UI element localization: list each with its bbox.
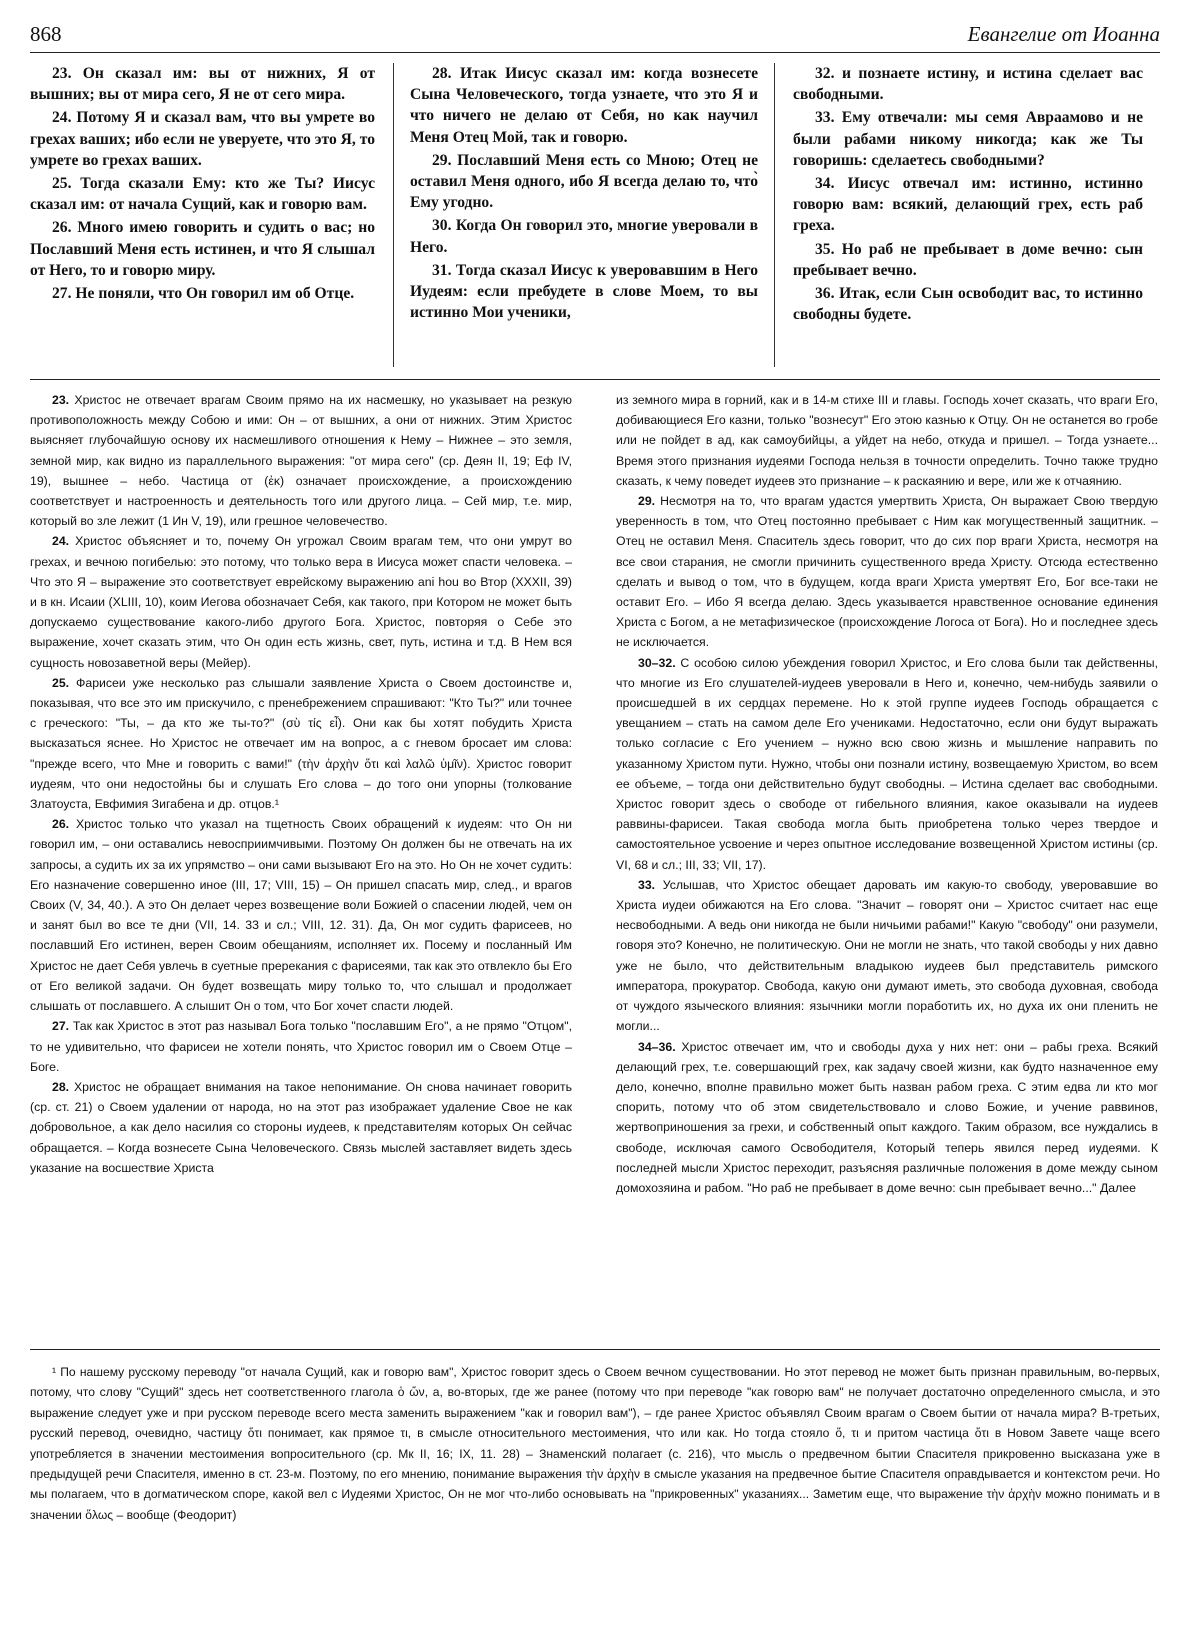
verse-ref: 28.: [52, 1079, 70, 1094]
footnote-divider: [30, 1349, 1160, 1350]
page-number: 868: [30, 22, 62, 46]
verse-ref: 25.: [52, 675, 70, 690]
scripture-block: [30, 63, 1160, 367]
verse-ref: 29.: [638, 494, 656, 509]
commentary-paragraph: [616, 390, 1158, 491]
verse-ref: 30–32.: [638, 655, 676, 670]
commentary-text: Христос объясняет и то, почему Он угрожал Своим врагам тем, что они умрут во грехах, и вечною погибелью: это потому, что только вера в Иисуса может спасти человека. – Что это Я – выражение это соответствует еврейскому выражению ani hou во Втор (XXXII, 39) и в кн. Исаии (XLIII, 10), коим Иегова обозначает Себя, как такого, при Котором не может быть допускаемо существование какого-либо другого Бога. Христос, повторяя о Себе это выражение, хочет сказать этим, что Он один есть жизнь, свет, путь, истина и т.д. В Нем вся сущность новозаветной веры (Мейер).: [30, 534, 572, 670]
commentary-column-right: [616, 390, 1158, 1335]
commentary-text: Христос не отвечает врагам Своим прямо на их насмешку, но указывает на резкую противоположность между Собою и ими: Он – от вышних, а они от нижних. Этим Христос выясняет глубочайшую основу их насмешливого отношения к Нему – Нижнее – это земля, земной мир, как видно из параллельного выражения: "от мира сего" (ср. Деян II, 19; Еф IV, 19), вышнее – небо. Частица от (ἐκ) означает происхождение, а происхождению соответствует и настроенность и деятельность того или другого лица. – Сей мир, т.е. мир, который во зле лежит (1 Ин V, 19), или грешное человечество.: [30, 393, 572, 529]
commentary-text: Фарисеи уже несколько раз слышали заявление Христа о Своем достоинстве и, показывая, что все это им прискучило, с пренебрежением спрашивают: "Кто Ты?" или точнее с греческого: "Ты, – да кто же ты-то?" (σὺ τίς εἶ). Они как бы хотят побудить Христа высказаться яснее. Но Христос не отвечает им на вопрос, а с гневом бросает им слова: "прежде всего, что Мне и говорить с вами!" (τὴν ἀρχὴν ὅτι καὶ λαλῶ ὑμῖν). Христос говорит иудеям, что они недостойны бы и слушать Его слова – до того они упорны (толкование Златоуста, Евфимия Зигабена и др. отцов.¹: [30, 675, 572, 812]
verse: 27. Не поняли, что Он говорил им об Отце.: [52, 285, 355, 303]
commentary-paragraph: [616, 875, 1158, 1037]
verse: 23. Он сказал им: вы от нижних, Я от вышних; вы от мира сего, Я не от сего мира.: [30, 65, 375, 104]
scripture-column-3: [775, 63, 1143, 367]
commentary-paragraph: [616, 1037, 1158, 1199]
verse-ref: 24.: [52, 534, 70, 549]
commentary-text: Христос не обращает внимания на такое непонимание. Он снова начинает говорить (ср. ст. 21) о Своем удалении от народа, но на этот раз изображает удаление Свое не как добровольное, а как дело насилия со стороны иудеев, к представителям которых Он сейчас обращается. – Когда вознесете Сына Человеческого. Связь мыслей заставляет видеть здесь указание на восшествие Христа: [30, 1079, 572, 1175]
commentary-paragraph: [30, 1016, 572, 1077]
footnote-text: ¹ По нашему русскому переводу "от начала Сущий, как и говорю вам", Христос говорит здесь о Своем вечном существовании. Но этот перевод не может быть признан правильным, во-первых, потому, что слову "Сущий" здесь нет соответственного глагола ὁ ὤν, а, во-вторых, где же ранее (потому что при переводе "как говорю вам" не получает достаточно определенного смысла, и это выражение следует уже и при русском переводе всего места заменить выражением "как и говорил вам"), – где ранее Христос объявлял Своим врагам о Своем бытии от начала мира? В-третьих, русский перевод, очевидно, частицу ὅτι понимает, как прямое τι, в смысле относительного местоимения, что или как. Но тогда стояло ὅ, τι и притом частица ὅτι в Новом Завете чаще всего употребляется в значении местоимения вопросительного (ср. Мк II, 16; IX, 11. 28) – Знаменский полагает (с. 216), что мысль о предвечном бытии Спасителя прикровенно высказана уже в предыдущей речи Спасителя, именно в ст. 23-м. Поэтому, по его мнению, понимание выражения τὴν ἀρχὴν в смысле указания на предвечное бытие Спасителя оправдывается и контекстом речи. Но мы полагаем, что в догматическом споре, какой вел с Иудеями Христос, Он не мог что-либо основывать на "прикровенных" указаниях... Заметим еще, что выражение τὴν ἀρχὴν можно понимать и в значении ὅλως – вообще (Феодорит): [30, 1365, 1160, 1522]
verse: 25. Тогда сказали Ему: кто же Ты? Иисус сказал им: от начала Сущий, как и говорю вам.: [30, 175, 375, 214]
verse: 26. Много имею говорить и судить о вас; но Пославший Меня есть истинен, и что Я слышал от Него, то и говорю миру.: [30, 219, 375, 279]
verse: 29. Пославший Меня есть со Мною; Отец не оставил Меня одного, ибо Я всегда делаю то, что̀ Ему угодно.: [410, 151, 758, 212]
verse-ref: 23.: [52, 393, 70, 407]
verse-ref: 34–36.: [638, 1039, 676, 1054]
verse: 34. Иисус отвечал им: истинно, истинно говорю вам: всякий, делающий грех, есть раб греха.: [793, 175, 1143, 235]
verse: 28. Итак Иисус сказал им: когда вознесете Сына Человеческого, тогда узнаете, что это Я и что ничего не делаю от Себя, но как научил Меня Отец Мой, так и говорю.: [410, 65, 758, 146]
page: [30, 18, 1160, 1618]
commentary-text: Услышав, что Христос обещает даровать им какую-то свободу, уверовавшие во Христа иудеи обижаются на Его слова. "Значит – говорят они – Христос считает нас еще несвободными. А ведь они никогда не были ничьими рабами!" Какую "свободу" они разумели, говоря это? Конечно, не политическую. Они не могли не знать, что такой свободы у них давно уже не было, что действительным владыкою иудеев был представитель римского императора, прокуратор. Свобода, какую они думают иметь, это свобода духовная, свобода от чуждого языческого влияния: язычники могли поработить их, но духа их они пленить не могли...: [616, 877, 1158, 1034]
verse: 36. Итак, если Сын освободит вас, то истинно свободны будете.: [793, 285, 1143, 324]
footnote: [30, 1362, 1160, 1600]
commentary-paragraph: [30, 390, 572, 531]
commentary-text: Христос только что указал на тщетность Своих обращений к иудеям: что Он ни говорил им, – они оставались невосприимчивыми. Поэтому Он должен бы не отвечать на их запросы, а судить их за их упрямство – они сами вызывают Его на это. Но Он не хочет судить: Его назначение совершенно иное (III, 17; VIII, 15) – Он пришел спасать мир, след., и врагов Своих (V, 34, 40.). А это Он делает через возвещение воли Божией о спасении людей, чем он и занят был во все те дни (VII, 14. 33 и сл.; VIII, 12. 31). Да, Он мог судить фарисеев, но пославший Его истинен, верен Своим обещаниям, исполняет их. Посему и посланный Им Христос не дает Себя увлечь в суетные пререкания с фарисеями, так как это отвлекло бы Его от Его великой задачи. Он будет возвещать миру только то, что слышал и продолжает слышать от пославшего. А слышит Он о том, что Бог хочет спасти людей.: [30, 817, 572, 1014]
commentary-text: из земного мира в горний, как и в 14-м стихе III и главы. Господь хочет сказать, что враги Его, добивающиеся Его казни, только "вознесут" Его этою казнью к Отцу. Он не останется во гробе или не пойдет в ад, как самоубийцы, а уйдет на небо, откуда и пришел. – Тогда узнаете... Время этого признания иудеями Господа нельзя в точности определить. Точно также трудно сказать, к чему поведет иудеев это признание – к раскаянию и вере, или же к отчаянию.: [616, 393, 1158, 488]
verse: 24. Потому Я и сказал вам, что вы умрете во грехах ваших; ибо если не уверуете, что это Я, то умрете во грехах ваших.: [30, 109, 375, 169]
commentary-text: Так как Христос в этот раз называл Бога только "пославшим Его", а не прямо "Отцом", то не удивительно, что фарисеи не хотели понять, что Христос говорил им о Своем Отце – Боге.: [30, 1019, 572, 1074]
commentary-paragraph: [616, 653, 1158, 875]
verse: 33. Ему отвечали: мы семя Авраамово и не были рабами никому никогда; как же Ты говоришь: сделаетесь свободными?: [793, 109, 1143, 169]
scripture-column-1: [30, 63, 393, 367]
verse: 31. Тогда сказал Иисус к уверовавшим в Него Иудеям: если пребудете в слове Моем, то вы истинно Мои ученики,: [410, 261, 758, 322]
commentary-text: Христос отвечает им, что и свободы духа у них нет: они – рабы греха. Всякий делающий грех, т.е. совершающий грех, как задачу своей жизни, как будто назначенное ему дело, конечно, вполне правильно может быть назван рабом греха. С этим едва ли кто мог спорить, потому что об этом свидетельствовало и слово Божие, и учение раввинов, жертвоприношения за грехи, и собственный опыт каждого. Таким образом, все нуждались в свободе, исключая самого Освободителя, Который теперь явился перед иудеями. К последней мысли Христос переходит, разъясняя различные положения в доме между сыном домохозяина и рабом. "Но раб не пребывает в доме вечно: сын пребывает вечно..." Далее: [616, 1039, 1158, 1195]
running-title: Евангелие от Иоанна: [967, 22, 1160, 46]
commentary-column-left: [30, 390, 572, 1335]
scripture-column-2: [393, 63, 775, 367]
commentary-paragraph: [30, 1077, 572, 1178]
commentary-paragraph: [30, 673, 572, 814]
verse: 30. Когда Он говорил это, многие уверовали в Него.: [410, 217, 758, 256]
section-divider: [30, 379, 1160, 380]
commentary-paragraph: [616, 491, 1158, 653]
commentary-text: Несмотря на то, что врагам удастся умертвить Христа, Он выражает Свою твердую уверенность в том, что Отец постоянно пребывает с Ним как могущественный защитник. – Отец не оставил Меня. Спаситель здесь говорит, что до сих пор враги Христа, несмотря на все свои старания, не смогли причинить существенного вреда Христу. Отсюда естественно сделать и вывод о том, что в будущем, когда враги Христа умертвят Его, Бог все-таки не оставит Его. – Ибо Я всегда делаю. Здесь указывается нравственное основание единения Христа с Богом, а не метафизическое (происхождение Логоса от Бога). Но и последнее здесь не исключается.: [616, 494, 1158, 650]
verse: 32. и познаете истину, и истина сделает вас свободными.: [793, 65, 1143, 104]
verse: 35. Но раб не пребывает в доме вечно: сын пребывает вечно.: [793, 240, 1143, 279]
commentary-text: С особою силою убеждения говорил Христос, и Его слова были так действенны, что многие из Его слушателей-иудеев уверовали в Него и, конечно, чем-нибудь заявили о происшедшей в их сердцах перемене. Но к этой группе иудеев Господь обращается с увещанием – стать на самом деле Его учениками. Недостаточно, если они будут выражать только согласие с Его учением – нужно всю свою жизнь и мышление направить по указанному Христом пути. Нужно, чтобы они познали истину, возвещаемую Христом, во всем ее объеме, – тогда они действительно будут свободны. – Истина сделает вас свободными. Христос говорит здесь о свободе от гибельного влияния, какое оказывали на иудеев раввины-фарисеи. Такая свобода могла быть приобретена только через твердое и самостоятельное усвоение и через опытное исследование возвещенной Христом истины (ср. VI, 68 и сл.; III, 33; VII, 17).: [616, 655, 1158, 872]
commentary-block: [30, 390, 1160, 1335]
verse-ref: 33.: [638, 877, 656, 892]
commentary-paragraph: [30, 531, 572, 672]
page-header: [30, 18, 1160, 53]
commentary-paragraph: [30, 814, 572, 1016]
verse-ref: 26.: [52, 817, 70, 832]
verse-ref: 27.: [52, 1019, 70, 1034]
